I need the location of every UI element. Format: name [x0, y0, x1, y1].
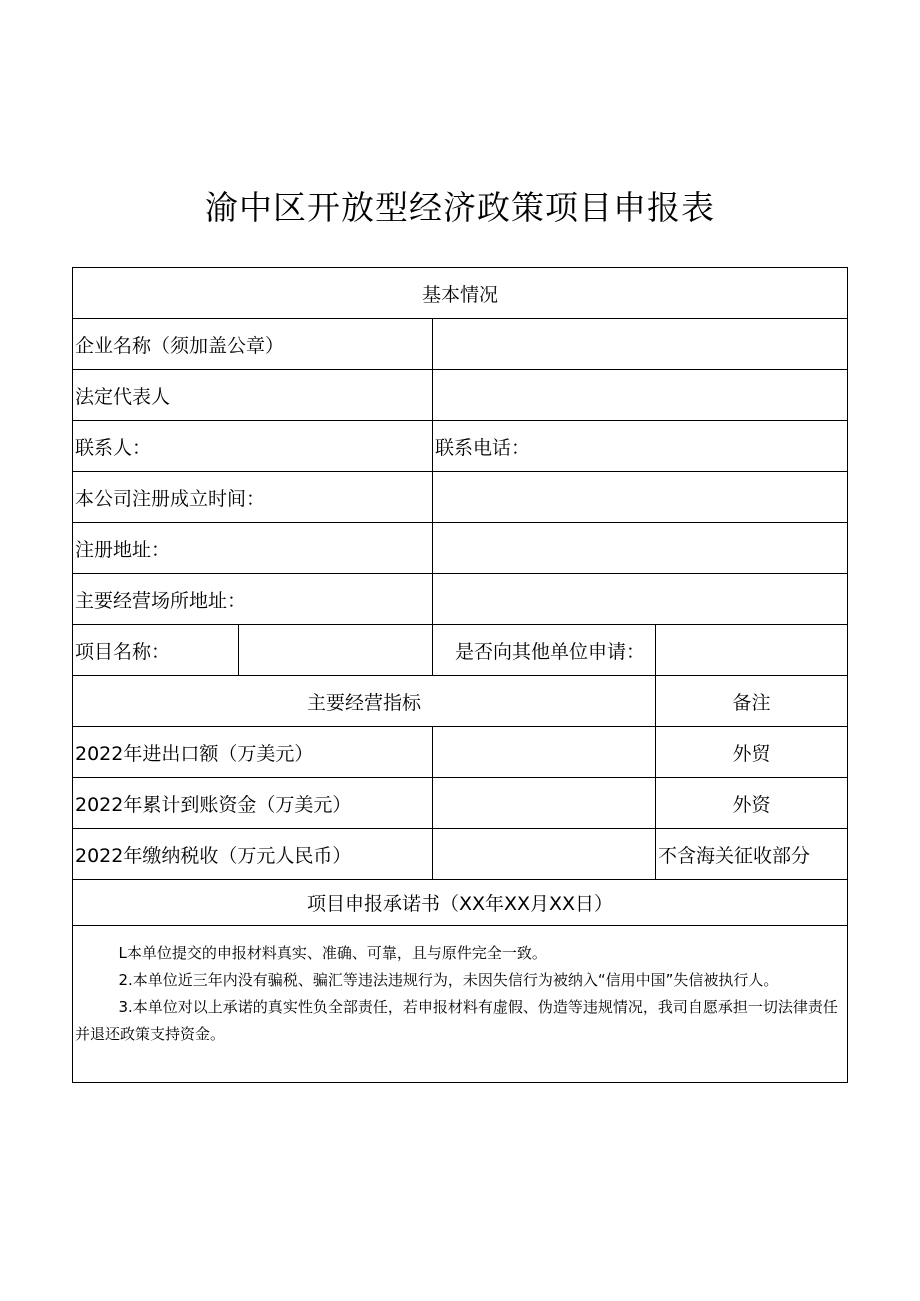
indicator-row — [73, 727, 848, 778]
other-application-label: 是否向其他单位申请： — [433, 625, 656, 676]
indicator-remark: 外贸 — [656, 727, 848, 778]
reg-address-label: 注册地址： — [73, 523, 433, 574]
contact-label: 联系人： — [75, 436, 152, 459]
biz-address-label: 主要经营场所地址： — [73, 574, 433, 625]
indicators-header-row — [73, 676, 848, 727]
company-name-row — [73, 319, 848, 370]
biz-address-row — [73, 574, 848, 625]
pledge-header-row — [73, 880, 848, 926]
indicator-remark: 外资 — [656, 778, 848, 829]
founded-row — [73, 472, 848, 523]
indicator-input[interactable] — [433, 778, 656, 829]
company-name-label: 企业名称（须加盖公章） — [73, 319, 433, 370]
section-indicators-header: 主要经营指标 — [73, 676, 656, 727]
biz-address-input[interactable] — [433, 574, 848, 625]
founded-label: 本公司注册成立时间： — [73, 472, 433, 523]
legal-rep-input[interactable] — [433, 370, 848, 421]
indicator-label: 2022年进出口额（万美元） — [73, 727, 433, 778]
contact-phone-cell[interactable] — [433, 421, 848, 472]
pledge-item: 2.本单位近三年内没有骗税、骗汇等违法违规行为，未因失信行为被纳入“信用中国”失信被执行人。 — [118, 971, 779, 989]
section-pledge-header: 项目申报承诺书（XX年XX月XX日） — [73, 880, 848, 926]
other-application-input[interactable] — [656, 625, 848, 676]
founded-input[interactable] — [433, 472, 848, 523]
company-name-input[interactable] — [433, 319, 848, 370]
indicator-label: 2022年缴纳税收（万元人民币） — [73, 829, 433, 880]
pledge-body-row — [73, 926, 848, 1083]
contact-phone-label: 联系电话： — [435, 436, 531, 459]
section-basic-header: 基本情况 — [73, 268, 848, 319]
indicator-input[interactable] — [433, 727, 656, 778]
indicator-label: 2022年累计到账资金（万美元） — [73, 778, 433, 829]
contact-cell[interactable] — [73, 421, 433, 472]
legal-rep-label: 法定代表人 — [73, 370, 433, 421]
section-basic-row — [73, 268, 848, 319]
indicator-input[interactable] — [433, 829, 656, 880]
indicator-row — [73, 778, 848, 829]
project-name-label: 项目名称： — [73, 625, 239, 676]
page-title: 渝中区开放型经济政策项目申报表 — [205, 188, 715, 227]
indicator-remark: 不含海关征收部分 — [656, 829, 848, 880]
legal-rep-row — [73, 370, 848, 421]
pledge-item: 3.本单位对以上承诺的真实性负全部责任，若申报材料有虚假、伪造等违规情况，我司自愿承担一切法律责任并退还政策支持资金。 — [75, 998, 838, 1043]
contact-row — [73, 421, 848, 472]
project-row — [73, 625, 848, 676]
pledge-text — [73, 926, 848, 1083]
application-form — [72, 267, 848, 1083]
reg-address-input[interactable] — [433, 523, 848, 574]
project-name-input[interactable] — [239, 625, 433, 676]
reg-address-row — [73, 523, 848, 574]
indicator-row — [73, 829, 848, 880]
remarks-header: 备注 — [656, 676, 848, 727]
pledge-item: L本单位提交的申报材料真实、准确、可靠，且与原件完全一致。 — [118, 944, 547, 962]
